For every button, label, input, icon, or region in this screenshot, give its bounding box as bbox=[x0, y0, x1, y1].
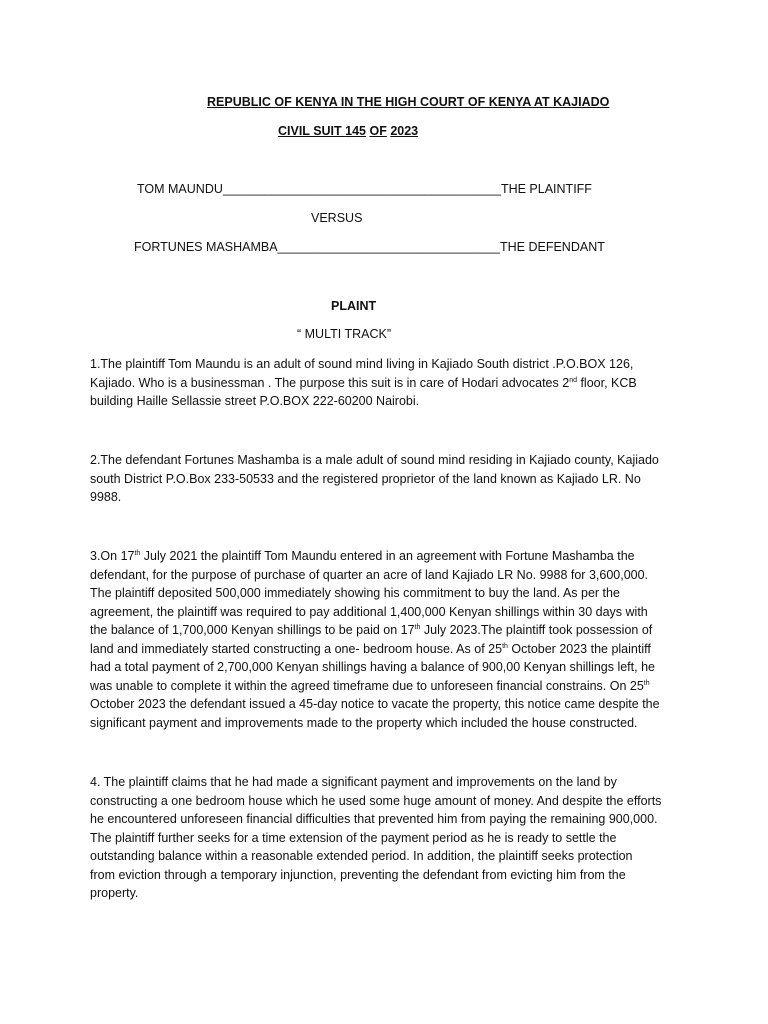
plaintiff-line bbox=[137, 182, 592, 196]
paragraph-3-line-text: the balance of 1,700,000 Kenyan shillings to be paid on 17 bbox=[90, 623, 415, 637]
paragraph-2-line bbox=[90, 488, 682, 507]
paragraph-3-line bbox=[90, 547, 682, 566]
paragraph-4-line-text: constructing a one bedroom house which he used some huge amount of money. And despite the efforts bbox=[90, 793, 662, 808]
paragraph-3-line-text: 3.On 17 bbox=[90, 549, 135, 563]
paragraph-4-line-text: 4. The plaintiff claims that he had made a significant payment and improvements on the land by bbox=[90, 775, 617, 789]
paragraph-1-line-text: 1.The plaintiff Tom Maundu is an adult of sound mind living in Kajiado South district .P.O.BOX 126, bbox=[90, 357, 634, 371]
track-title bbox=[297, 327, 391, 341]
plaint-title-text: PLAINT bbox=[331, 299, 377, 313]
paragraph-1-line-text: floor, KCB bbox=[576, 375, 637, 390]
paragraph-3-line bbox=[90, 603, 682, 622]
versus-label bbox=[311, 211, 362, 225]
court-heading-text: REPUBLIC OF KENYA IN THE HIGH COURT OF KENYA AT KAJIADO bbox=[207, 95, 610, 109]
paragraph-3-line bbox=[90, 677, 682, 696]
suit-year: 2023 bbox=[390, 124, 419, 138]
paragraph-2-line-text: 9988. bbox=[90, 490, 122, 504]
ordinal-suffix: th bbox=[134, 549, 141, 557]
paragraph-3-line-text: was unable to complete it within the agreed timeframe due to unforeseen financial constrains. On 25 bbox=[90, 678, 644, 693]
paragraph-3-line bbox=[90, 714, 682, 733]
paragraph-4 bbox=[90, 773, 682, 903]
paragraph-4-line bbox=[90, 829, 682, 848]
track-title-text: “ MULTI TRACK” bbox=[297, 327, 391, 341]
ordinal-suffix: th bbox=[502, 642, 508, 650]
paragraph-1-line bbox=[90, 392, 682, 411]
suit-prefix: CIVIL SUIT bbox=[278, 124, 346, 138]
paragraph-4-line-text: he encountered unforeseen financial difficulties that prevented him from paying the remaining 900,000. bbox=[90, 812, 658, 826]
paragraph-3-line-text: defendant, for the purpose of purchase of quarter an acre of land Kajiado LR No. 9988 for 3,600,000. bbox=[90, 567, 649, 582]
suit-of: OF bbox=[369, 124, 387, 138]
plaint-title bbox=[331, 299, 376, 313]
plaintiff-line-text: TOM MAUNDU________________________________________THE PLAINTIFF bbox=[137, 182, 592, 196]
paragraph-4-line-text: from eviction through a temporary injunction, preventing the defendant from evicting him from the bbox=[90, 867, 626, 882]
paragraph-3-line-text: had a total payment of 2,700,000 Kenyan shillings having a balance of 900,00 Kenyan shillings left, he bbox=[90, 660, 655, 674]
paragraph-4-line bbox=[90, 866, 682, 885]
paragraph-1-line bbox=[90, 374, 682, 393]
paragraph-3-line bbox=[90, 566, 682, 585]
defendant-line-text: FORTUNES MASHAMBA________________________________THE DEFENDANT bbox=[134, 240, 605, 254]
paragraph-2-line-text: 2.The defendant Fortunes Mashamba is a male adult of sound mind residing in Kajiado county, Kajiado bbox=[90, 453, 659, 467]
paragraph-3-line bbox=[90, 695, 682, 714]
paragraph-1-line-text: building Haille Sellassie street P.O.BOX 222-60200 Nairobi. bbox=[90, 394, 420, 408]
ordinal-suffix: th bbox=[643, 679, 650, 687]
paragraph-3 bbox=[90, 547, 682, 732]
court-heading bbox=[207, 95, 609, 109]
paragraph-4-line bbox=[90, 810, 682, 829]
paragraph-4-line-text: property. bbox=[90, 886, 139, 900]
paragraph-3-line-text: October 2023 the defendant issued a 45-day notice to vacate the property, this notice came despite the bbox=[90, 697, 660, 711]
paragraph-3-line-text: agreement, the plaintiff was required to pay additional 1,400,000 Kenyan shillings within 30 days with bbox=[90, 604, 648, 619]
paragraph-2-line bbox=[90, 451, 682, 470]
versus-text: VERSUS bbox=[311, 211, 363, 225]
ordinal-suffix: nd bbox=[569, 376, 577, 384]
suit-heading bbox=[278, 124, 418, 138]
paragraph-2 bbox=[90, 451, 682, 507]
paragraph-4-line-text: The plaintiff further seeks for a time extension of the payment period as he is ready to settle the bbox=[90, 830, 617, 845]
paragraph-4-line bbox=[90, 847, 682, 866]
paragraph-4-line-text: outstanding balance within a reasonable extended period. In addition, the plaintiff seeks protection bbox=[90, 849, 633, 863]
paragraph-2-line bbox=[90, 470, 682, 489]
paragraph-1-line bbox=[90, 355, 682, 374]
paragraph-3-line bbox=[90, 640, 682, 659]
paragraph-3-line-text: July 2023.The plaintiff took possession of bbox=[420, 623, 653, 637]
suit-number: 145 bbox=[345, 124, 366, 138]
paragraph-3-line bbox=[90, 658, 682, 677]
paragraph-3-line-text: land and immediately started constructing a one- bedroom house. As of 25 bbox=[90, 641, 503, 656]
ordinal-suffix: th bbox=[414, 623, 421, 631]
paragraph-3-line-text: July 2021 the plaintiff Tom Maundu entered in an agreement with Fortune Mashamba the bbox=[140, 549, 635, 563]
paragraph-3-line bbox=[90, 621, 682, 640]
paragraph-4-line bbox=[90, 884, 682, 903]
paragraph-1 bbox=[90, 355, 682, 411]
paragraph-1-line-text: Kajiado. Who is a businessman . The purpose this suit is in care of Hodari advocates 2 bbox=[90, 375, 570, 390]
paragraph-3-line bbox=[90, 584, 682, 603]
paragraph-3-line-text: significant payment and improvements made to the property which included the house constructed. bbox=[90, 715, 638, 730]
paragraph-2-line-text: south District P.O.Box 233-50533 and the registered proprietor of the land known as Kajiado LR. No bbox=[90, 471, 641, 486]
paragraph-4-line bbox=[90, 792, 682, 811]
paragraph-3-line-text: October 2023 the plaintiff bbox=[507, 641, 651, 656]
defendant-line bbox=[134, 240, 605, 254]
paragraph-3-line-text: The plaintiff deposited 500,000 immediately showing his commitment to buy the land. As per the bbox=[90, 586, 620, 600]
paragraph-4-line bbox=[90, 773, 682, 792]
